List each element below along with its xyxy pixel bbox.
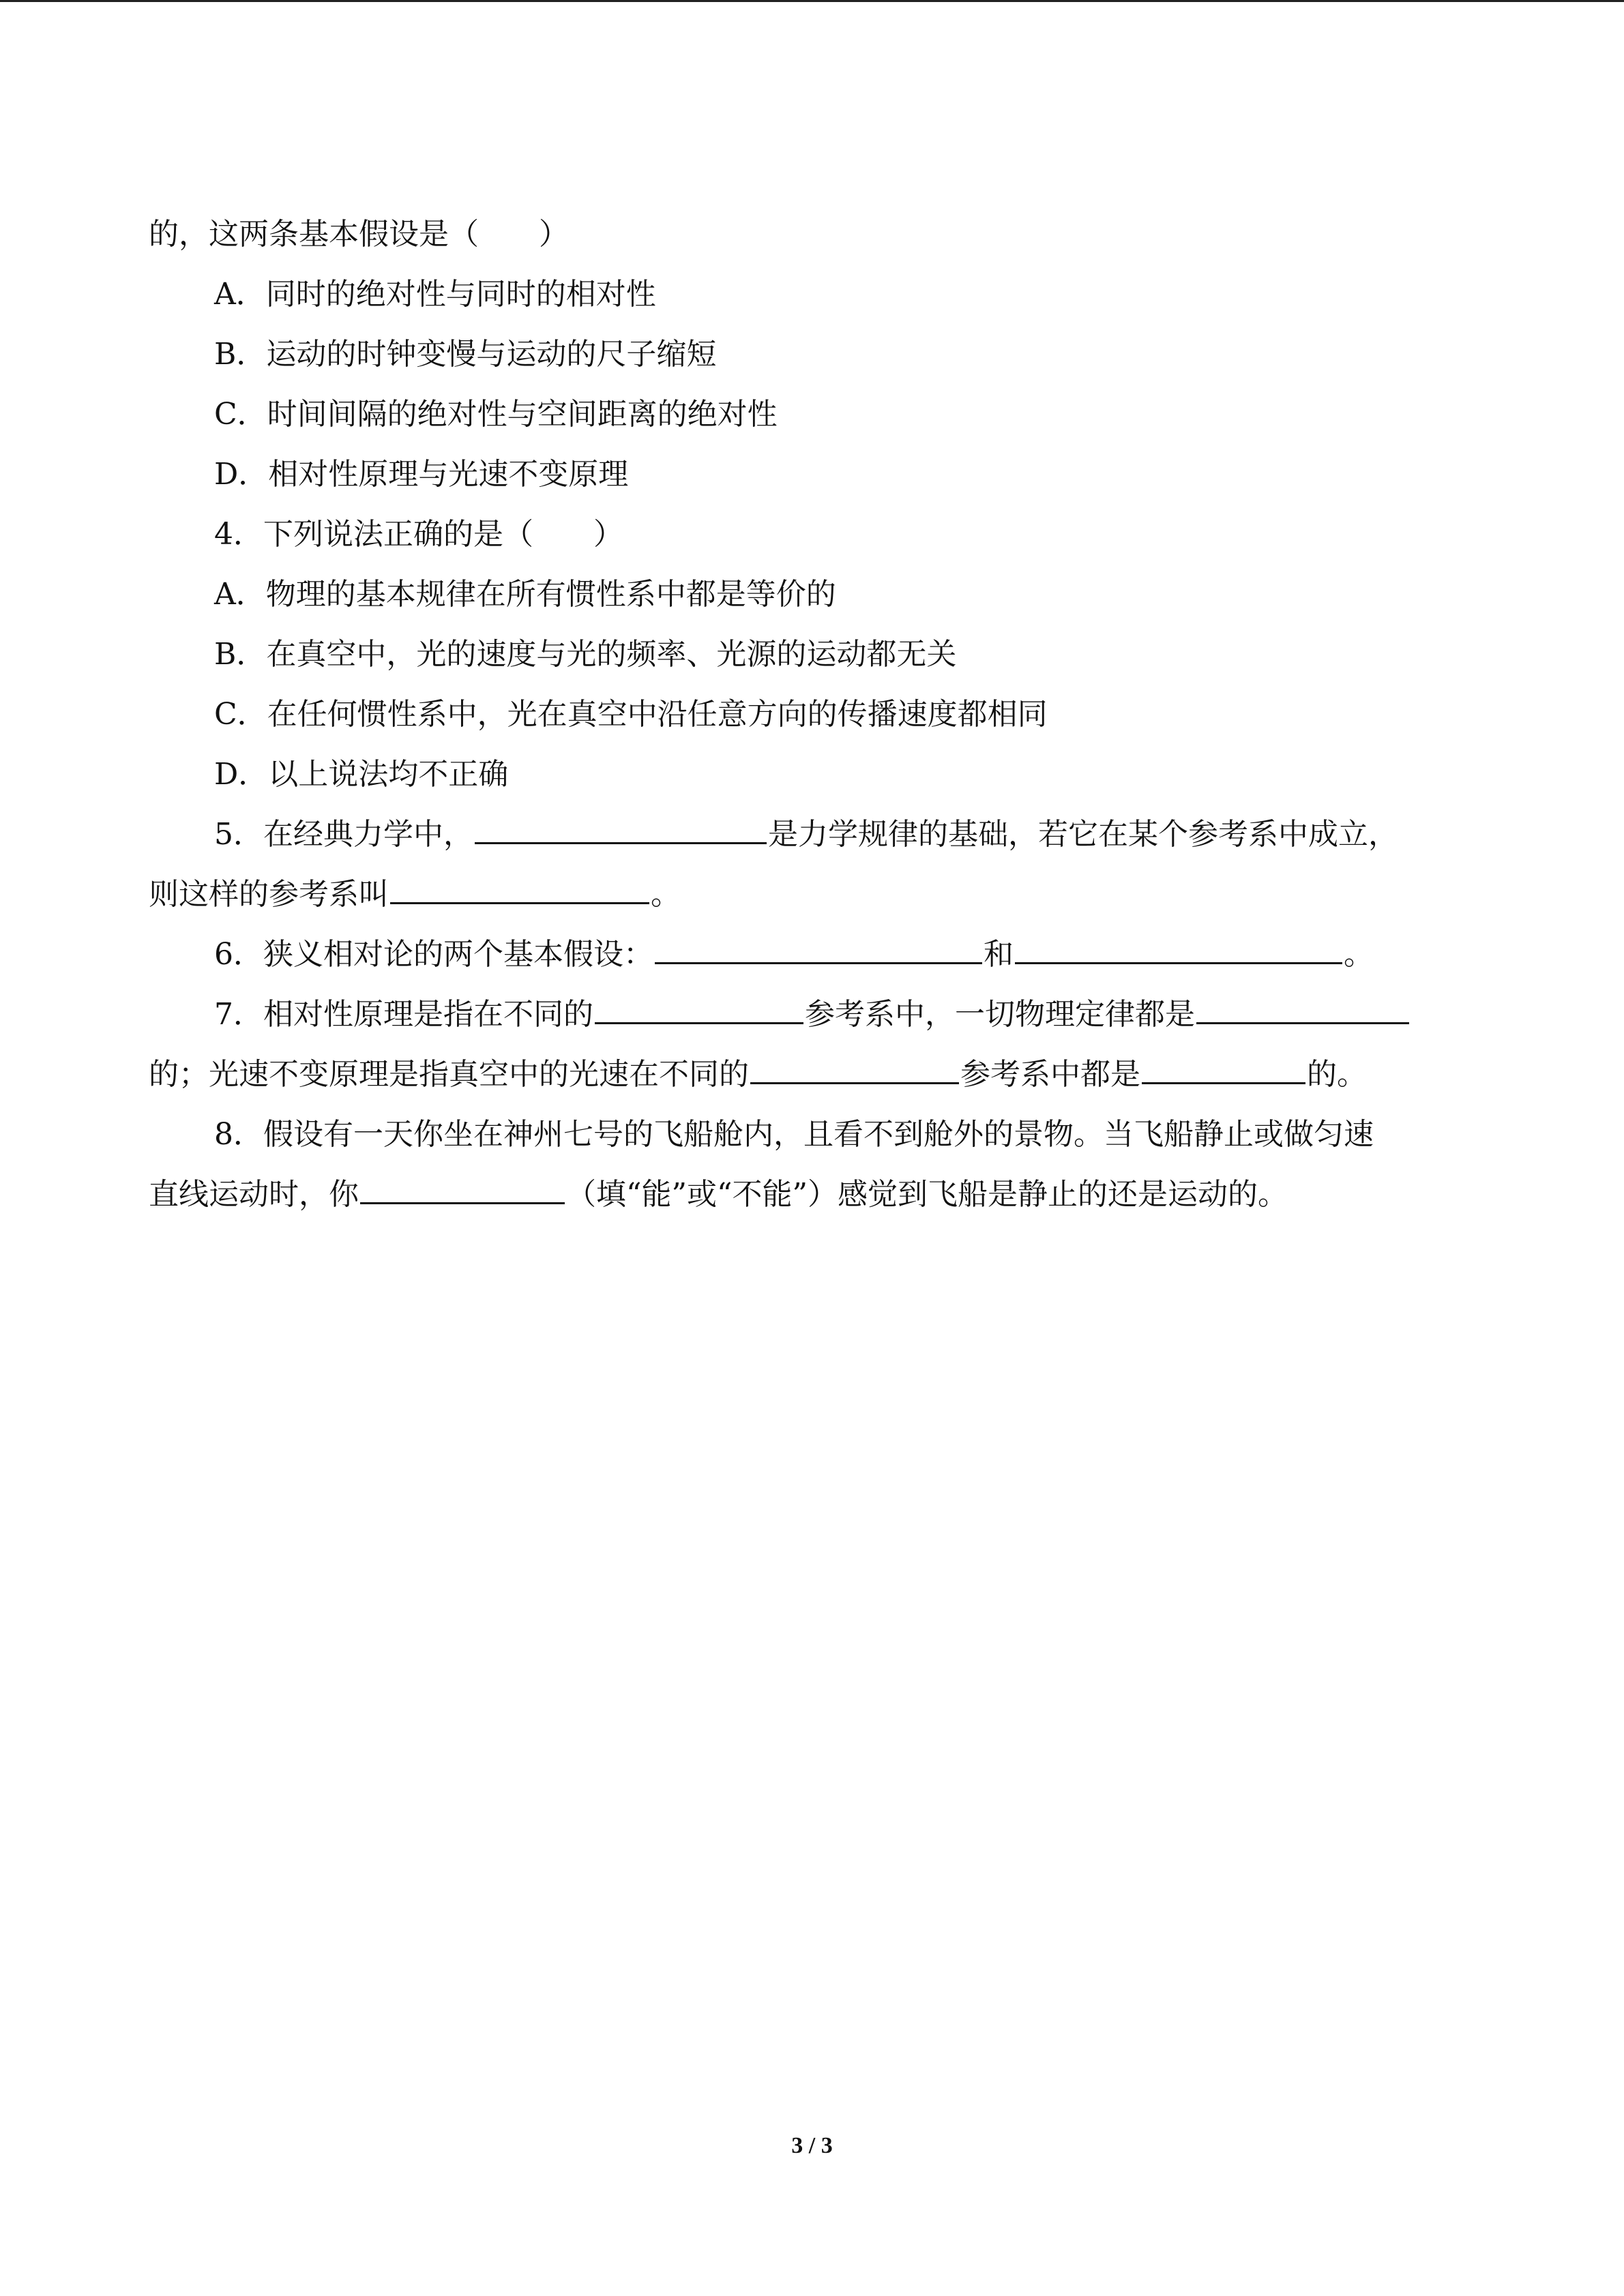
q5-text-3: 则这样的参考系叫 (149, 877, 389, 912)
q8-text-2: 直线运动时，你 (149, 1177, 359, 1212)
q4-stem: 4．下列说法正确的是（ ） (214, 517, 623, 552)
q6-blank-1[interactable] (655, 927, 982, 964)
q4-option-b: B．在真空中，光的速度与光的频率、光源的运动都无关 (214, 637, 957, 672)
q7-blank-3[interactable] (750, 1047, 959, 1084)
q3-option-a: A．同时的绝对性与同时的相对性 (214, 277, 656, 312)
q5-line-2 (149, 865, 1479, 925)
q6-text-3: 。 (1344, 937, 1374, 972)
q7-text-2: 参考系中，一切物理定律都是 (805, 997, 1195, 1032)
q7-text-5: 的。 (1307, 1057, 1367, 1092)
q3-option-b: B．运动的时钟变慢与运动的尺子缩短 (214, 337, 717, 372)
q7-text-3: 的；光速不变原理是指真空中的光速在不同的 (149, 1057, 749, 1092)
q8-line-2 (149, 1165, 1479, 1225)
q5-blank-1[interactable] (475, 807, 767, 844)
q8-text-1: 8．假设有一天你坐在神州七号的飞船舱内，且看不到舱外的景物。当飞船静止或做匀速 (214, 1117, 1374, 1152)
q7-blank-1[interactable] (595, 987, 803, 1024)
q5-text-4: 。 (651, 877, 681, 912)
q5-text-1: 5．在经典力学中， (214, 817, 473, 852)
page-number: 3 / 3 (791, 2133, 833, 2158)
q7-blank-2[interactable] (1196, 987, 1409, 1024)
top-border-line (0, 0, 1624, 2)
q3-option-c: C．时间间隔的绝对性与空间距离的绝对性 (214, 397, 778, 432)
worksheet-content (149, 205, 1479, 1225)
q4-option-d: D．以上说法均不正确 (214, 757, 509, 792)
q6-line (149, 925, 1479, 985)
q7-line-1 (149, 985, 1479, 1045)
q8-blank-1[interactable] (360, 1167, 565, 1204)
q5-blank-2[interactable] (390, 867, 649, 904)
q3-stem-continuation: 的，这两条基本假设是（ ） (149, 217, 569, 252)
q8-text-3: （填“能”或“不能”）感觉到飞船是静止的还是运动的。 (566, 1177, 1288, 1212)
q5-text-2: 是力学规律的基础，若它在某个参考系中成立， (768, 817, 1398, 852)
q3-option-d: D．相对性原理与光速不变原理 (214, 457, 629, 492)
q7-text-1: 7．相对性原理是指在不同的 (214, 997, 593, 1032)
q6-blank-2[interactable] (1015, 927, 1342, 964)
q6-text-1: 6．狭义相对论的两个基本假设： (214, 937, 653, 972)
q4-option-a: A．物理的基本规律在所有惯性系中都是等价的 (214, 577, 836, 612)
q5-line-1 (149, 805, 1479, 865)
q6-text-2: 和 (984, 937, 1014, 972)
q7-line-2 (149, 1045, 1479, 1105)
q7-blank-4[interactable] (1142, 1047, 1305, 1084)
q8-line-1 (149, 1105, 1479, 1165)
q4-option-c: C．在任何惯性系中，光在真空中沿任意方向的传播速度都相同 (214, 697, 1048, 732)
q7-text-4: 参考系中都是 (960, 1057, 1140, 1092)
